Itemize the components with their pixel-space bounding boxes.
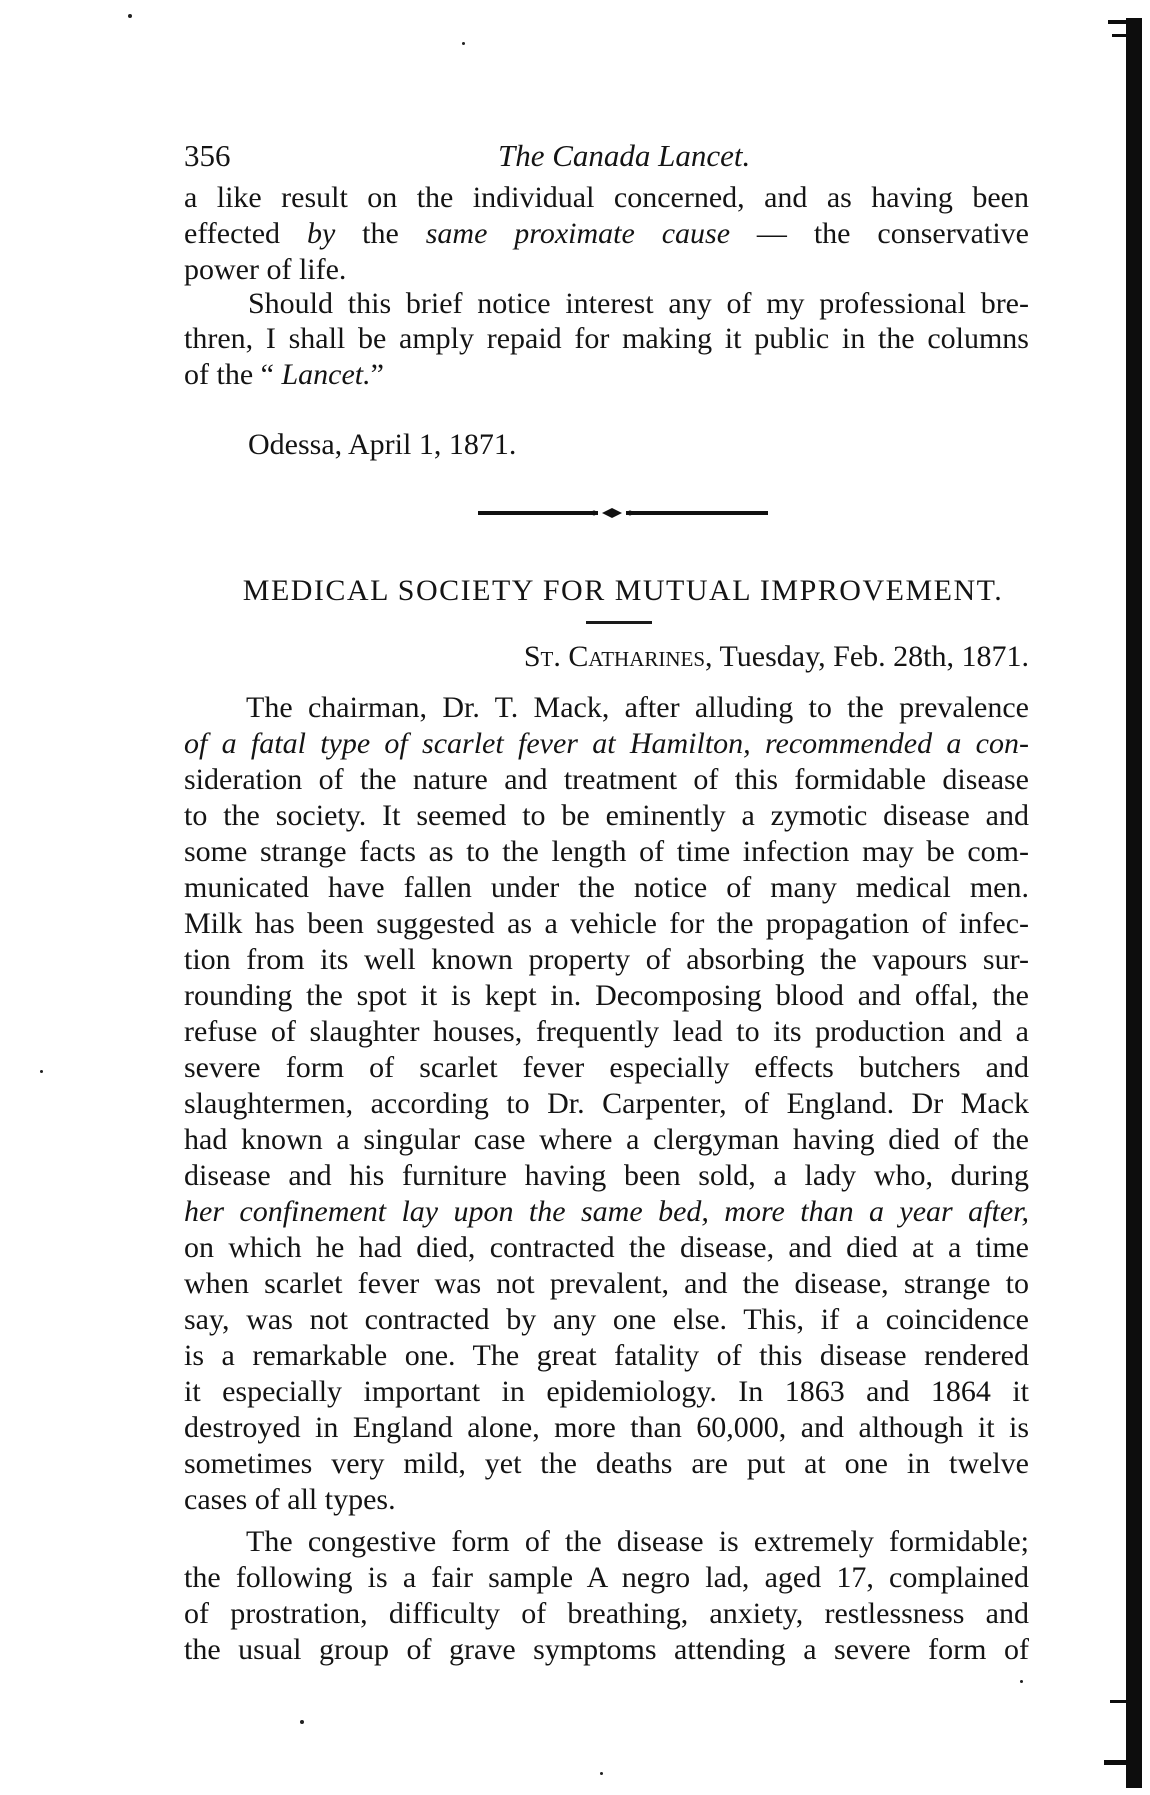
dateline-date: Tuesday, Feb. 28th, 1871. (719, 640, 1029, 673)
text-line: power of life. (184, 253, 347, 286)
scan-speck (300, 1720, 304, 1724)
text-line: municated have fallen under the notice of many medical men. (184, 871, 1029, 904)
text-line: when scarlet fever was not prevalent, and the disease, strange to (184, 1267, 1029, 1300)
section-heading: MEDICAL SOCIETY FOR MUTUAL IMPROVEMENT. (242, 574, 1004, 607)
scan-speck (1020, 1680, 1023, 1683)
scan-speck (40, 1070, 43, 1073)
text-line: rounding the spot it is kept in. Decomposing blood and offal, the (184, 979, 1029, 1012)
text-line: disease and his furniture having been sold, a lady who, during (184, 1159, 1029, 1192)
scan-edge-mark (1108, 20, 1130, 24)
lancet-italic: Lancet. (281, 358, 371, 391)
text-line: a like result on the individual concerned, and as having been (184, 181, 1029, 214)
text-line (184, 357, 384, 393)
text-line: refuse of slaughter houses, frequently lead to its production and a (184, 1015, 1029, 1048)
text-line: it especially important in epidemiology. In 1863 and 1864 it (184, 1375, 1029, 1408)
text-line (184, 216, 1029, 252)
text-line: cases of all types. (184, 1483, 396, 1516)
text-line: on which he had died, contracted the disease, and died at a time (184, 1231, 1029, 1264)
text-run: effected (184, 217, 307, 250)
scan-speck (462, 42, 465, 45)
scan-speck (128, 14, 132, 18)
text-line: Should this brief notice interest any of my professional bre- (248, 287, 1029, 320)
text-run: ” (370, 358, 384, 391)
text-run: by (306, 217, 336, 250)
heading-rule (586, 621, 652, 624)
text-line: slaughtermen, according to Dr. Carpenter, of England. Dr Mack (184, 1087, 1029, 1120)
text-run: — the conservative (730, 217, 1029, 250)
scan-binding-edge (1126, 18, 1142, 1788)
text-line: had known a singular case where a clergyman having died of the (184, 1123, 1029, 1156)
scan-edge-mark (1112, 34, 1126, 37)
scan-edge-mark (1104, 1760, 1128, 1765)
text-line: some strange facts as to the length of time infection may be com- (184, 835, 1029, 868)
text-line: thren, I shall be amply repaid for making it public in the columns (184, 322, 1029, 355)
ornamental-divider (478, 506, 768, 520)
text-line: sometimes very mild, yet the deaths are put at one in twelve (184, 1447, 1029, 1480)
scan-edge-mark (1110, 1700, 1128, 1703)
text-run: same proximate cause (425, 217, 731, 250)
journal-title: The Canada Lancet. (498, 138, 751, 173)
text-line: say, was not contracted by any one else. This, if a coincidence (184, 1303, 1029, 1336)
text-line: tion from its well known property of absorbing the vapours sur- (184, 943, 1029, 976)
text-run: the (335, 217, 426, 250)
text-line: the following is a fair sample A negro lad, aged 17, complained (184, 1561, 1029, 1594)
text-line: The chairman, Dr. T. Mack, after alluding to the prevalence (246, 691, 1029, 724)
dateline-place: St. Catharines, (523, 640, 713, 673)
text-line: sideration of the nature and treatment of this formidable disease (184, 763, 1029, 796)
text-line: to the society. It seemed to be eminently a zymotic disease and (184, 799, 1029, 832)
text-line: is a remarkable one. The great fatality of this disease rendered (184, 1339, 1029, 1372)
page-number: 356 (184, 138, 231, 173)
letter-signoff: Odessa, April 1, 1871. (248, 428, 517, 461)
text-line: destroyed in England alone, more than 60,000, and although it is (184, 1411, 1029, 1444)
text-line: the usual group of grave symptoms attending a severe form of (184, 1633, 1029, 1666)
text-line: The congestive form of the disease is extremely formidable; (246, 1525, 1029, 1558)
dateline (425, 640, 1029, 674)
text-line: of prostration, difficulty of breathing, anxiety, restlessness and (184, 1597, 1029, 1630)
text-run: of the “ (184, 358, 282, 391)
text-line: her confinement lay upon the same bed, more than a year after, (184, 1195, 1029, 1228)
scan-speck (600, 1772, 603, 1775)
text-line: of a fatal type of scarlet fever at Hamilton, recommended a con- (184, 727, 1029, 760)
text-line: Milk has been suggested as a vehicle for the propagation of infec- (184, 907, 1029, 940)
text-line: severe form of scarlet fever especially effects butchers and (184, 1051, 1029, 1084)
